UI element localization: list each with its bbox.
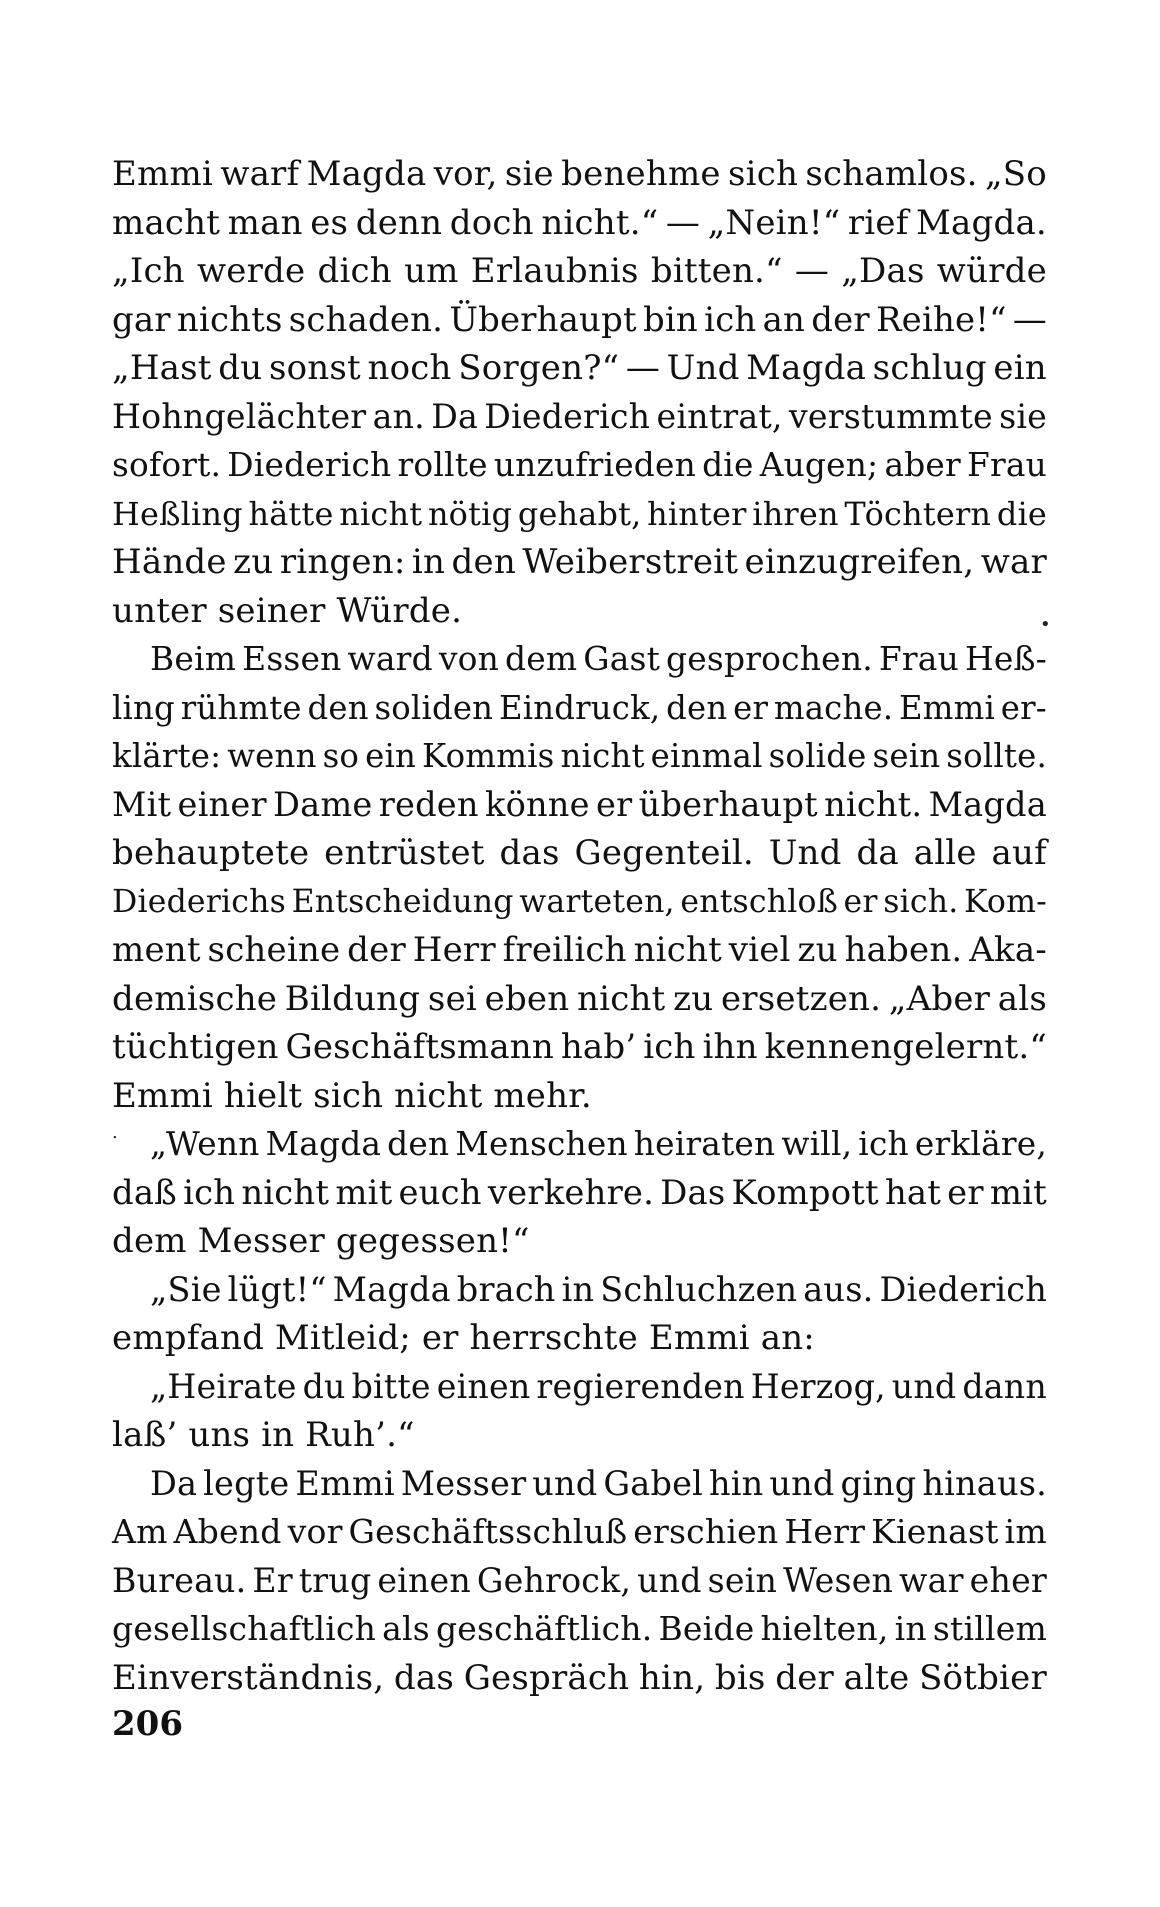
word: Gast: [583, 639, 661, 678]
word: tüchtigen: [112, 1027, 279, 1067]
word: Sötbier: [919, 1657, 1047, 1698]
word: hinter: [647, 494, 747, 533]
word: nicht: [339, 494, 423, 533]
page-number: 206: [112, 1704, 183, 1744]
word: Emmi: [112, 154, 213, 194]
word: verkehre.: [487, 1172, 655, 1212]
word: Überhaupt: [449, 299, 637, 339]
word: entrüstet: [324, 833, 485, 873]
text-line-20: [112, 1072, 1047, 1121]
word: ich: [704, 299, 757, 339]
word: Magda: [265, 1125, 382, 1163]
text-line-31: [112, 1605, 1047, 1654]
word: Augen;: [759, 446, 879, 484]
word: Bildung: [284, 978, 421, 1019]
word: wenn: [227, 737, 317, 775]
word: er: [596, 784, 633, 824]
word: Würde.: [336, 590, 463, 631]
word: in: [261, 1415, 295, 1455]
word: schlug: [872, 348, 987, 388]
word: schaden.: [288, 299, 444, 339]
word: Emmi: [112, 1075, 213, 1116]
text-line-27: [112, 1411, 1047, 1460]
word: empfand: [112, 1318, 265, 1358]
word: nicht: [633, 930, 722, 970]
word: Magda: [306, 154, 427, 194]
text-line-11: [112, 635, 1047, 684]
word: ein: [365, 737, 417, 775]
word: da: [856, 833, 899, 873]
stray-dot-mark: .: [112, 1122, 118, 1143]
text-line-3: [112, 247, 1047, 296]
word: bitte: [351, 1366, 431, 1406]
word: soliden: [374, 688, 494, 727]
word: Emmi: [648, 1318, 750, 1358]
word: einzugreifen,: [744, 542, 975, 582]
word: ich: [858, 1125, 909, 1163]
word: sein: [707, 1560, 778, 1600]
word: sollte.: [946, 737, 1047, 775]
word: gesellschaftlich: [112, 1609, 377, 1648]
word: Heßling: [112, 494, 243, 533]
text-line-14: [112, 781, 1047, 830]
word: hinaus.: [922, 1463, 1047, 1503]
word: Menschen: [455, 1125, 628, 1163]
word: gar: [112, 299, 171, 339]
word: bitten.“: [650, 251, 783, 291]
word: Geschäftsmann: [285, 1027, 554, 1067]
word: Er: [252, 1560, 293, 1600]
word: erschien: [633, 1512, 779, 1551]
word: entschloß: [680, 883, 838, 920]
word: Gegenteil.: [574, 833, 754, 873]
word: ment: [112, 930, 201, 970]
text-line-5: [112, 344, 1047, 393]
word: der: [347, 930, 406, 970]
word: man: [227, 202, 303, 243]
word: mehr.: [493, 1075, 592, 1116]
word: und: [532, 1463, 598, 1503]
word: als: [382, 1609, 430, 1648]
word: Da: [150, 1463, 198, 1503]
word: Entscheidung: [291, 883, 514, 920]
word: nicht: [241, 1172, 330, 1212]
word: scheine: [207, 930, 341, 970]
word: will,: [781, 1125, 853, 1163]
text-line-25: [112, 1314, 1047, 1363]
word: erkläre,: [914, 1125, 1047, 1163]
word: das: [499, 833, 560, 873]
word: Beim: [150, 639, 237, 678]
word: eher: [969, 1560, 1047, 1600]
word: schamlos.: [805, 154, 978, 194]
word: Bureau.: [112, 1560, 247, 1600]
text-line-6: [112, 393, 1047, 442]
word: war: [899, 1560, 964, 1600]
word: warteten,: [519, 883, 675, 920]
word: Gehrock,: [476, 1560, 632, 1600]
text-line-17: [112, 926, 1047, 975]
word: Sorgen?“: [458, 348, 620, 388]
word: Diederich: [484, 396, 651, 436]
word: „Wenn: [150, 1125, 260, 1163]
word: das: [393, 1657, 455, 1698]
word: kennengelernt.“: [764, 1027, 1047, 1067]
text-line-15: [112, 829, 1047, 878]
word: sie: [999, 396, 1047, 436]
text-line-13: [112, 732, 1047, 781]
word: einen: [377, 1560, 471, 1600]
text-line-9: [112, 538, 1047, 587]
word: den: [387, 1125, 450, 1163]
word: hat: [884, 1172, 942, 1212]
word: nichts: [176, 299, 283, 339]
word: die: [702, 446, 754, 484]
word: Weiberstreit: [522, 542, 739, 582]
word: gegessen!“: [335, 1221, 530, 1261]
text-line-26: [112, 1363, 1047, 1412]
word: Herr: [412, 930, 496, 970]
word: der: [811, 299, 870, 339]
word: hätte: [248, 494, 334, 533]
word: heiraten: [633, 1125, 776, 1163]
word: macht: [112, 202, 221, 243]
text-line-8: [112, 490, 1047, 539]
word: Dame: [273, 784, 373, 824]
word: von: [438, 639, 499, 678]
word: nicht.“: [541, 202, 659, 243]
word: hielt: [223, 1075, 303, 1116]
word: Kom-: [964, 883, 1047, 920]
word: Ruh’.“: [305, 1415, 415, 1455]
word: freilich: [502, 930, 627, 970]
word: Emmi: [899, 688, 995, 727]
word: auf: [991, 833, 1047, 873]
word: bis: [714, 1657, 766, 1698]
word: mit: [335, 1172, 393, 1212]
word: daß: [112, 1172, 177, 1212]
word: war: [980, 542, 1047, 582]
word: überhaupt: [638, 784, 818, 824]
word: sie: [504, 154, 554, 194]
word: klärte:: [112, 737, 222, 775]
word: doch: [449, 202, 534, 243]
word: Messer: [197, 1221, 326, 1261]
word: Töchtern: [844, 494, 992, 533]
stray-dot-mark: •: [1040, 614, 1051, 635]
word: Eindruck,: [498, 688, 661, 727]
word: Emmi: [295, 1463, 395, 1503]
word: —: [1012, 299, 1047, 339]
word: vor,: [433, 154, 498, 194]
word: rief: [847, 202, 909, 243]
word: Abend: [173, 1512, 282, 1551]
word: Mitleid;: [274, 1318, 411, 1358]
word: demische: [112, 978, 278, 1019]
word: an.: [372, 396, 425, 436]
text-line-32: [112, 1654, 1047, 1703]
text-line-18: [112, 975, 1047, 1024]
word: ihn: [702, 1027, 758, 1067]
word: denn: [355, 202, 443, 243]
word: dann: [962, 1366, 1047, 1406]
word: rollte: [397, 446, 488, 484]
word: ringen:: [279, 542, 406, 582]
word: hab’: [560, 1027, 637, 1067]
word: „Nein!“: [707, 202, 841, 243]
word: Kienast: [871, 1512, 999, 1551]
word: hielten,: [760, 1609, 889, 1648]
word: und: [637, 1560, 702, 1600]
word: unzufrieden: [493, 446, 696, 484]
word: Wesen: [783, 1560, 894, 1600]
word: ich: [183, 1172, 236, 1212]
word: dich: [317, 251, 392, 291]
word: in: [411, 542, 446, 582]
text-line-16: [112, 878, 1047, 927]
word: es: [310, 202, 349, 243]
word: ihren: [752, 494, 839, 533]
word: sonst: [268, 348, 361, 388]
word: hin: [708, 1463, 764, 1503]
word: Und: [768, 833, 842, 873]
word: er-: [1000, 688, 1047, 727]
word: haben.: [844, 930, 963, 970]
word: die: [996, 494, 1047, 533]
word: im: [1004, 1512, 1047, 1551]
word: alte: [843, 1657, 910, 1698]
word: einen: [436, 1366, 531, 1406]
word: —: [794, 251, 830, 291]
word: bin: [643, 299, 698, 339]
word: Mit: [112, 784, 172, 824]
word: Kompott: [731, 1172, 879, 1212]
word: Geschäftsschluß: [348, 1512, 628, 1551]
word: du: [302, 1366, 346, 1406]
word: Einverständnis,: [112, 1657, 385, 1698]
word: noch: [367, 348, 452, 388]
word: und: [769, 1463, 835, 1503]
text-line-21: [112, 1120, 1047, 1169]
word: an: [762, 299, 806, 339]
word: Gabel: [603, 1463, 704, 1503]
text-line-10: [112, 587, 1047, 636]
word: Und: [666, 348, 740, 388]
word: er: [947, 1172, 984, 1212]
word: Messer: [400, 1463, 527, 1503]
word: nötig: [427, 494, 513, 533]
word: regierenden: [536, 1366, 745, 1406]
word: „So: [984, 154, 1047, 194]
text-line-12: [112, 684, 1047, 733]
text-line-30: [112, 1557, 1047, 1606]
word: ling: [112, 688, 175, 727]
word: rühmte: [180, 688, 302, 727]
word: in: [894, 1609, 927, 1648]
text-line-22: [112, 1169, 1047, 1218]
word: Reihe!“: [875, 299, 1007, 339]
word: Frau: [878, 639, 959, 678]
word: gesprochen.: [666, 639, 873, 678]
word: „Heirate: [150, 1366, 297, 1406]
word: und: [891, 1366, 957, 1406]
word: vor: [287, 1512, 343, 1551]
word: —: [665, 202, 701, 243]
word: dem: [504, 639, 578, 678]
text-line-28: [112, 1460, 1047, 1509]
word: Kommis: [422, 737, 555, 775]
word: legte: [203, 1463, 290, 1503]
word: den: [666, 688, 728, 727]
word: Hände: [112, 542, 227, 582]
word: werde: [196, 251, 306, 291]
word: dem: [112, 1221, 187, 1261]
word: gehabt,: [517, 494, 642, 533]
word: sich.: [883, 883, 959, 920]
word: Essen: [242, 639, 342, 678]
word: könne: [485, 784, 590, 824]
word: Frau: [967, 446, 1047, 484]
word: so: [322, 737, 360, 775]
word: sich: [728, 154, 799, 194]
word: ich: [643, 1027, 696, 1067]
word: er: [421, 1318, 459, 1358]
word: nicht: [577, 978, 666, 1019]
word: würde: [936, 251, 1047, 291]
word: um: [404, 251, 459, 291]
word: eben: [484, 978, 570, 1019]
word: trug: [298, 1560, 372, 1600]
word: zu: [673, 978, 714, 1019]
word: Erlaubnis: [470, 251, 639, 291]
word: herrschte: [469, 1318, 638, 1358]
word: Magda.: [916, 202, 1047, 243]
word: laß’: [112, 1415, 178, 1455]
word: „Ich: [112, 251, 185, 291]
word: Diederich: [879, 1269, 1047, 1309]
word: du: [218, 348, 263, 388]
word: Diederichs: [112, 883, 287, 920]
word: mit: [989, 1172, 1047, 1212]
body-text: [112, 150, 1047, 1702]
word: —: [625, 348, 661, 388]
word: warf: [220, 154, 300, 194]
word: eintrat,: [656, 396, 783, 436]
word: Magda: [746, 348, 867, 388]
word: viel: [728, 930, 791, 970]
text-line-2: [112, 199, 1047, 248]
word: zu: [233, 542, 274, 582]
word: solide: [768, 737, 867, 775]
word: Herr: [784, 1512, 866, 1551]
word: den: [451, 542, 516, 582]
word: Magda: [332, 1269, 451, 1309]
word: geschäftlich.: [435, 1609, 653, 1648]
text-line-4: [112, 296, 1047, 345]
word: stillem: [932, 1609, 1047, 1648]
word: Am: [112, 1512, 168, 1551]
word: benehme: [561, 154, 721, 194]
text-line-7: [112, 441, 1047, 490]
word: Das: [660, 1172, 726, 1212]
word: Magda: [928, 784, 1047, 824]
word: sich: [313, 1075, 384, 1116]
word: Da: [431, 396, 478, 436]
word: Hohngelächter: [112, 396, 367, 436]
word: Beide: [658, 1609, 755, 1648]
word: der: [775, 1657, 834, 1698]
word: er: [733, 688, 769, 727]
word: er: [843, 883, 878, 920]
word: nicht.: [824, 784, 923, 824]
word: behauptete: [112, 833, 310, 873]
word: Heß-: [964, 639, 1047, 678]
text-line-29: [112, 1508, 1047, 1557]
word: als: [997, 978, 1047, 1019]
word: alle: [913, 833, 977, 873]
word: „Sie: [150, 1269, 222, 1309]
word: lügt!“: [227, 1269, 327, 1309]
text-line-24: [112, 1266, 1047, 1315]
word: verstummte: [788, 396, 993, 436]
word: zu: [797, 930, 838, 970]
word: aber: [884, 446, 961, 484]
word: an:: [760, 1318, 815, 1358]
word: „Hast: [112, 348, 212, 388]
word: sofort.: [112, 446, 222, 484]
text-line-1: [112, 150, 1047, 199]
word: sei: [427, 978, 477, 1019]
word: euch: [398, 1172, 482, 1212]
word: einer: [177, 784, 267, 824]
word: uns: [188, 1415, 251, 1455]
word: Diederich: [227, 446, 392, 484]
word: ging: [840, 1463, 917, 1503]
word: den: [307, 688, 369, 727]
word: hin,: [638, 1657, 706, 1698]
word: in: [561, 1269, 595, 1309]
word: „Das: [841, 251, 925, 291]
word: mache.: [773, 688, 894, 727]
text-line-23: [112, 1217, 1047, 1266]
word: aus.: [803, 1269, 874, 1309]
word: sein: [872, 737, 941, 775]
word: reden: [378, 784, 479, 824]
word: Aka-: [969, 930, 1047, 970]
text-line-19: [112, 1023, 1047, 1072]
word: Schluchzen: [600, 1269, 798, 1309]
word: „Aber: [888, 978, 991, 1019]
word: nicht: [394, 1075, 483, 1116]
word: Herzog,: [750, 1366, 886, 1406]
word: ward: [347, 639, 433, 678]
word: brach: [456, 1269, 556, 1309]
word: unter: [112, 590, 207, 631]
word: nicht: [560, 737, 645, 775]
word: seiner: [217, 590, 326, 631]
word: ersetzen.: [720, 978, 882, 1019]
word: Gespräch: [463, 1657, 630, 1698]
word: ein: [993, 348, 1047, 388]
word: einmal: [650, 737, 763, 775]
